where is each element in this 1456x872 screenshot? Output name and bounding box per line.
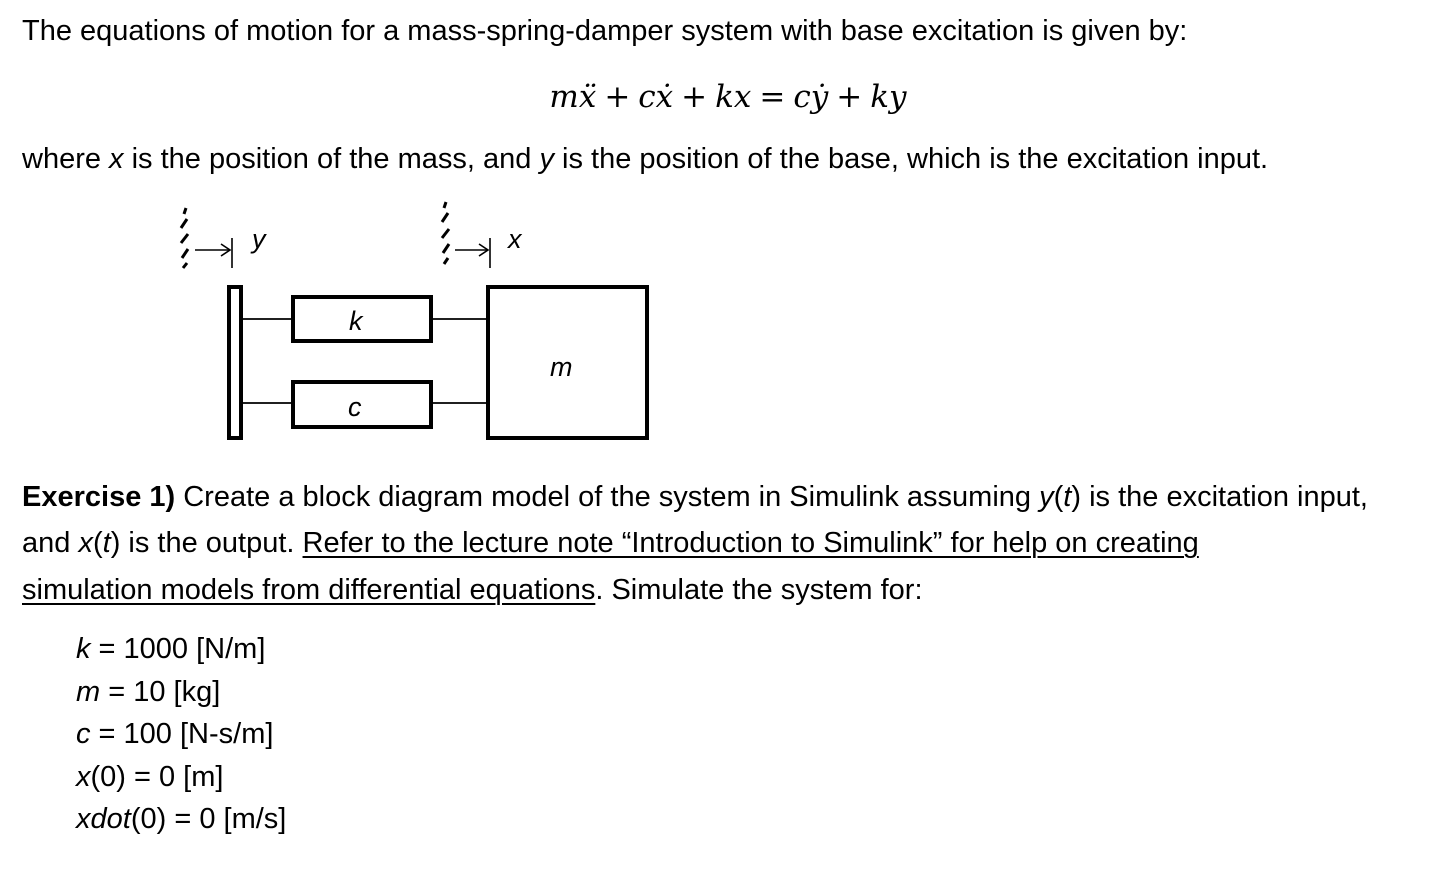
exercise-text: . Simulate the system for: bbox=[595, 574, 923, 606]
damper-block bbox=[293, 382, 431, 427]
eq-term-stiffness: kx bbox=[715, 79, 752, 115]
exercise-title: Exercise 1) bbox=[22, 481, 176, 513]
eq-term-base-stiffness: ky bbox=[870, 79, 907, 115]
parameter-list bbox=[76, 628, 286, 841]
parameter-item bbox=[76, 713, 286, 756]
eq-equals: = bbox=[759, 79, 786, 115]
parameter-symbol: m bbox=[76, 675, 101, 708]
eq-plus: + bbox=[604, 79, 631, 115]
exercise-var-t: t bbox=[102, 527, 111, 559]
parameter-symbol: xdot bbox=[76, 803, 131, 835]
exercise-text: is the output. bbox=[120, 527, 303, 559]
where-text: is the position of the base, which is the excitation input. bbox=[553, 143, 1269, 175]
parameter-value: (0) = 0 [m] bbox=[90, 760, 224, 793]
exercise-text: Create a block diagram model of the system in Simulink assuming bbox=[175, 481, 1040, 513]
exercise-text: is the excitation input, bbox=[1081, 481, 1368, 513]
exercise-line-2 bbox=[22, 526, 1199, 560]
parameter-symbol: c bbox=[76, 718, 91, 750]
lecture-note-reference: simulation models from differential equations bbox=[22, 574, 596, 606]
eq-term-mass: mẍ bbox=[549, 79, 597, 115]
eq-term-damping: cẋ bbox=[638, 79, 674, 115]
parameter-item bbox=[76, 756, 286, 799]
where-text: where bbox=[22, 143, 110, 175]
label-c: c bbox=[348, 392, 362, 422]
eq-plus: + bbox=[836, 79, 863, 115]
label-x: x bbox=[508, 224, 522, 254]
parameter-value: = 1000 [N/m] bbox=[90, 633, 266, 665]
where-var-y: y bbox=[539, 143, 554, 175]
exercise-text: and bbox=[22, 527, 79, 559]
parameter-item bbox=[76, 671, 286, 714]
exercise-var-t: t bbox=[1063, 481, 1072, 513]
exercise-var-x: x bbox=[78, 527, 93, 559]
label-k: k bbox=[349, 306, 363, 336]
lecture-note-reference: Refer to the lecture note “Introduction to Simulink” for help on creating bbox=[302, 527, 1199, 559]
exercise-text: ( bbox=[92, 527, 103, 559]
mass-ground-hatch bbox=[442, 202, 449, 264]
exercise-line-3 bbox=[22, 573, 923, 607]
exercise-text: ) bbox=[1071, 481, 1082, 513]
parameter-value: = 10 [kg] bbox=[100, 675, 221, 708]
exercise-text: ( bbox=[1053, 481, 1064, 513]
base-displacement-arrow bbox=[195, 238, 232, 268]
exercise-line-1 bbox=[22, 480, 1368, 514]
intro-text: The equations of motion for a mass-spring-damper system with base excitation is given by: bbox=[22, 15, 1188, 47]
exercise-var-y: y bbox=[1039, 481, 1054, 513]
mass-displacement-arrow bbox=[455, 238, 490, 268]
parameter-value: (0) = 0 [m/s] bbox=[130, 803, 287, 835]
where-var-x: x bbox=[109, 143, 124, 175]
parameter-item bbox=[76, 628, 286, 671]
base-ground-hatch bbox=[181, 208, 188, 268]
where-text: is the position of the mass, and bbox=[123, 143, 540, 175]
parameter-value: = 100 [N-s/m] bbox=[90, 718, 274, 750]
parameter-item bbox=[76, 798, 286, 841]
base-plate bbox=[229, 287, 241, 438]
eq-term-base-damping: cẏ bbox=[793, 79, 829, 115]
label-y: y bbox=[252, 224, 266, 254]
eq-plus: + bbox=[681, 79, 708, 115]
parameter-symbol: x bbox=[76, 760, 91, 793]
label-m: m bbox=[550, 352, 573, 382]
exercise-text: ) bbox=[110, 527, 121, 559]
parameter-symbol: k bbox=[76, 633, 91, 665]
